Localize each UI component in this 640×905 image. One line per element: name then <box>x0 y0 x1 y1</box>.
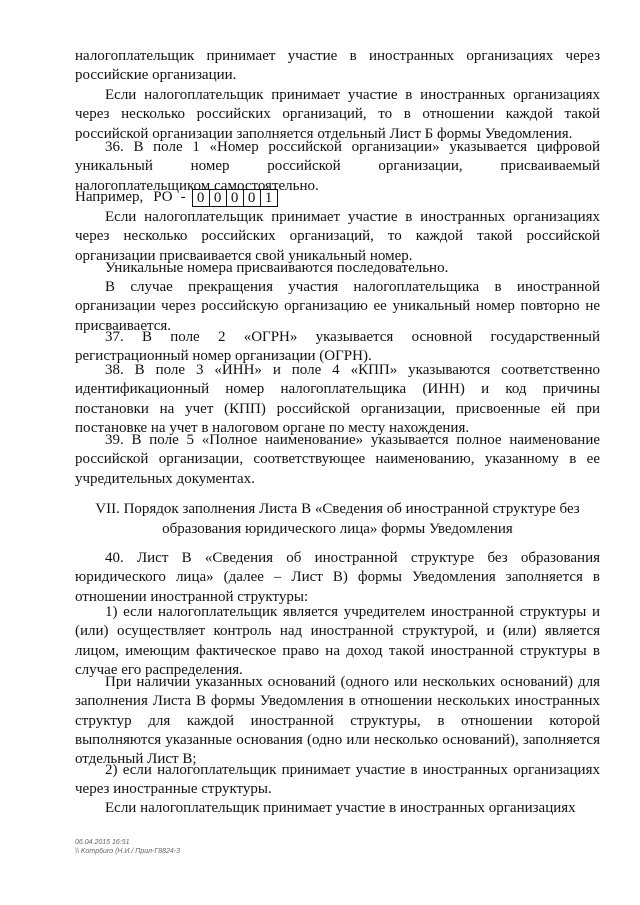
example-dash: - <box>180 189 186 205</box>
paragraph-40-item-1: 1) если налогоплательщик является учредителем иностранной структуры и (или) осуществляет контроль над иностранной структурой, и (или) является лицом, имеющим фактическое право на доход такой иностранной структуры в случае его распределения. <box>75 604 600 678</box>
section-heading <box>75 499 600 539</box>
paragraph-intro-cont: налогоплательщик принимает участие в иностранных организациях через российские организации. <box>75 48 600 84</box>
paragraph-sequential: Уникальные номера присваиваются последовательно. <box>105 260 449 276</box>
footer-stamp <box>75 838 180 856</box>
paragraph-40: 40. Лист В «Сведения об иностранной структуре без образования юридического лица» (далее – Лист В) формы Уведомления заполняется в отношении иностранной структуры: <box>75 550 600 605</box>
paragraph-36: 36. В поле 1 «Номер российской организации» указывается цифровой уникальный номер российской организации, присваиваемый налогоплательщиком самостоятельно. <box>75 139 600 194</box>
digit-box: 0 <box>210 190 227 206</box>
digit-box: 0 <box>244 190 261 206</box>
section-heading-line2: образования юридического лица» формы Уведомления <box>162 521 513 537</box>
example-number <box>75 188 278 207</box>
digit-boxes <box>192 189 278 207</box>
example-code: РО <box>153 189 173 205</box>
paragraph-40-item-2: 2) если налогоплательщик принимает участие в иностранных организациях через иностранные структуры. <box>75 762 600 798</box>
digit-box: 1 <box>264 189 273 206</box>
section-heading-line1: VII. Порядок заполнения Листа В «Сведения об иностранной структуре без <box>95 501 580 517</box>
paragraph-continuation: Если налогоплательщик принимает участие в иностранных организациях <box>105 800 576 816</box>
paragraph-37: 37. В поле 2 «ОГРН» указывается основной государственный регистрационный номер организации (ОГРН). <box>75 329 600 365</box>
digit-box: 0 <box>193 190 210 206</box>
paragraph-39: 39. В поле 5 «Полное наименование» указывается полное наименование российской организации, соответствующее наименованию, указанному в ее учредительных документах. <box>75 432 600 487</box>
paragraph-termination: В случае прекращения участия налогоплательщика в иностранной организации через российскую организацию ее уникальный номер повторно не присваивается. <box>75 279 600 334</box>
paragraph-multiple-structures: При наличии указанных оснований (одного или нескольких оснований) для заполнения Листа В формы Уведомления в отношении нескольких иностранных структур для каждой иностранной структуры, в отношении которой выполняются указанные основания (одно или несколько оснований), заполняется отдельный Лист В; <box>75 674 600 768</box>
paragraph-multiple-orgs: Если налогоплательщик принимает участие в иностранных организациях через несколько российских организаций, то в отношении каждой такой российской организации заполняется отдельный Лист Б формы Уведомления. <box>75 87 600 142</box>
example-label: Например, <box>75 189 144 205</box>
footer-timestamp: 06.04.2015 16:51 <box>75 839 130 846</box>
paragraph-38: 38. В поле 3 «ИНН» и поле 4 «КПП» указываются соответственно идентификационный номер налогоплательщика (ИНН) и код причины постановки на учет (КПП) российской организации, присвоенные ей при постановке на учет в налоговом органе по месту нахождения. <box>75 362 600 436</box>
digit-box: 0 <box>227 190 244 206</box>
paragraph-unique-number: Если налогоплательщик принимает участие в иностранных организациях через несколько российских организаций, то каждой такой российской организации присваивается свой уникальный номер. <box>75 209 600 264</box>
footer-doc-ref: \\ Komp6uro (Н.И./ Прил-Г8824-3 <box>75 848 180 855</box>
